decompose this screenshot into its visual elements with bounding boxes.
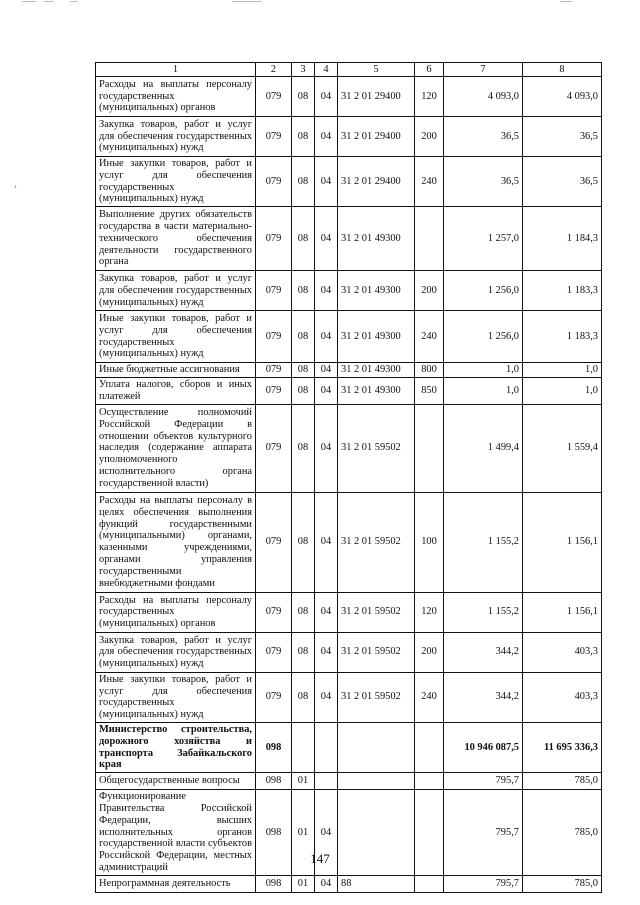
table-row	[96, 271, 602, 311]
amount-second-year: 11 695 336,3	[523, 722, 602, 772]
row-name: Непрограммная деятельность	[96, 875, 256, 892]
ministry-code: 079	[256, 592, 292, 632]
row-name: Закупка товаров, работ и услуг для обеспечения государственных (муниципальных) нужд	[96, 117, 256, 157]
ministry-code: 079	[256, 672, 292, 722]
column-number: 5	[338, 63, 415, 77]
row-name: Осуществление полномочий Российской Федерации в отношении объектов культурного наследия (содержание аппарата уполномоченного исполнительного органа государственной власти)	[96, 404, 256, 492]
section-code: 08	[292, 77, 315, 117]
row-name: Расходы на выплаты персоналу государственных (муниципальных) органов	[96, 77, 256, 117]
row-name: Расходы на выплаты персоналу в целях обеспечения выполнения функций государственными (муниципальными) органами, казенными учреждениями, органами управления государственными внебюджетными фондами	[96, 492, 256, 592]
subsection-code: 04	[315, 672, 338, 722]
section-code: 08	[292, 378, 315, 405]
ministry-code: 079	[256, 311, 292, 363]
budget-table	[95, 62, 602, 893]
amount-second-year: 1,0	[523, 363, 602, 378]
ministry-code: 098	[256, 722, 292, 772]
amount-second-year: 1 183,3	[523, 311, 602, 363]
amount-second-year: 785,0	[523, 790, 602, 876]
row-name: Иные бюджетные ассигнования	[96, 363, 256, 378]
ministry-code: 079	[256, 378, 292, 405]
amount-second-year: 36,5	[523, 157, 602, 207]
target-article-code: 31 2 01 49300	[338, 207, 415, 271]
expense-type-code	[415, 773, 444, 790]
target-article-code: 31 2 01 59502	[338, 632, 415, 672]
ministry-code: 098	[256, 773, 292, 790]
amount-first-year: 1 256,0	[444, 271, 523, 311]
row-name: Иные закупки товаров, работ и услуг для обеспечения государственных (муниципальных) нужд	[96, 311, 256, 363]
amount-second-year: 1 156,1	[523, 492, 602, 592]
subsection-code	[315, 722, 338, 772]
row-name: Выполнение других обязательств государства в части материально-технического обеспечения деятельности государственного органа	[96, 207, 256, 271]
table-row	[96, 311, 602, 363]
table-row	[96, 207, 602, 271]
section-code: 08	[292, 311, 315, 363]
section-code: 01	[292, 875, 315, 892]
expense-type-code	[415, 404, 444, 492]
expense-type-code: 100	[415, 492, 444, 592]
amount-first-year: 36,5	[444, 157, 523, 207]
table-row	[96, 363, 602, 378]
table-row	[96, 157, 602, 207]
target-article-code: 31 2 01 59502	[338, 672, 415, 722]
amount-first-year: 1 256,0	[444, 311, 523, 363]
table-row	[96, 592, 602, 632]
row-name: Иные закупки товаров, работ и услуг для обеспечения государственных (муниципальных) нужд	[96, 157, 256, 207]
expense-type-code	[415, 875, 444, 892]
table-row	[96, 773, 602, 790]
amount-second-year: 4 093,0	[523, 77, 602, 117]
column-number: 8	[523, 63, 602, 77]
target-article-code: 31 2 01 49300	[338, 311, 415, 363]
amount-second-year: 785,0	[523, 773, 602, 790]
expense-type-code: 120	[415, 77, 444, 117]
ministry-code: 079	[256, 404, 292, 492]
section-code: 08	[292, 157, 315, 207]
amount-second-year: 1,0	[523, 378, 602, 405]
amount-second-year: 403,3	[523, 672, 602, 722]
subsection-code	[315, 773, 338, 790]
table-row	[96, 77, 602, 117]
section-code: 01	[292, 790, 315, 876]
section-code: 08	[292, 363, 315, 378]
expense-type-code: 200	[415, 271, 444, 311]
subsection-code: 04	[315, 404, 338, 492]
section-code: 08	[292, 632, 315, 672]
subsection-code: 04	[315, 363, 338, 378]
row-name: Уплата налогов, сборов и иных платежей	[96, 378, 256, 405]
table-row	[96, 492, 602, 592]
section-code	[292, 722, 315, 772]
table-row	[96, 672, 602, 722]
subsection-code: 04	[315, 271, 338, 311]
subsection-code: 04	[315, 492, 338, 592]
target-article-code	[338, 722, 415, 772]
expense-type-code: 120	[415, 592, 444, 632]
subsection-code: 04	[315, 790, 338, 876]
amount-second-year: 1 559,4	[523, 404, 602, 492]
amount-first-year: 1 499,4	[444, 404, 523, 492]
subsection-code: 04	[315, 311, 338, 363]
target-article-code: 31 2 01 49300	[338, 378, 415, 405]
section-code: 08	[292, 492, 315, 592]
column-number-row	[96, 63, 602, 77]
ministry-code: 079	[256, 117, 292, 157]
column-number: 2	[256, 63, 292, 77]
row-name: Закупка товаров, работ и услуг для обеспечения государственных (муниципальных) нужд	[96, 271, 256, 311]
target-article-code: 31 2 01 29400	[338, 117, 415, 157]
subsection-code: 04	[315, 77, 338, 117]
amount-second-year: 403,3	[523, 632, 602, 672]
amount-first-year: 344,2	[444, 672, 523, 722]
subsection-code: 04	[315, 875, 338, 892]
subsection-code: 04	[315, 632, 338, 672]
expense-type-code: 240	[415, 311, 444, 363]
target-article-code: 31 2 01 29400	[338, 77, 415, 117]
table-row	[96, 378, 602, 405]
target-article-code: 31 2 01 49300	[338, 363, 415, 378]
section-code: 08	[292, 672, 315, 722]
table-row	[96, 117, 602, 157]
ministry-code: 079	[256, 632, 292, 672]
table-row	[96, 632, 602, 672]
expense-type-code: 800	[415, 363, 444, 378]
target-article-code: 88	[338, 875, 415, 892]
margin-mark: ‹	[14, 181, 17, 191]
column-number: 7	[444, 63, 523, 77]
amount-first-year: 795,7	[444, 790, 523, 876]
ministry-code: 079	[256, 492, 292, 592]
page-number: 147	[310, 851, 330, 866]
expense-type-code	[415, 207, 444, 271]
amount-first-year: 1,0	[444, 363, 523, 378]
column-number: 1	[96, 63, 256, 77]
row-name: Общегосударственные вопросы	[96, 773, 256, 790]
scan-top-edge-marks	[0, 0, 640, 4]
column-number: 3	[292, 63, 315, 77]
target-article-code: 31 2 01 29400	[338, 157, 415, 207]
target-article-code: 31 2 01 59502	[338, 492, 415, 592]
ministry-code: 079	[256, 271, 292, 311]
amount-first-year: 1 155,2	[444, 592, 523, 632]
row-name: Расходы на выплаты персоналу государственных (муниципальных) органов	[96, 592, 256, 632]
column-number: 4	[315, 63, 338, 77]
amount-first-year: 36,5	[444, 117, 523, 157]
table-row	[96, 875, 602, 892]
subsection-code: 04	[315, 157, 338, 207]
section-code: 08	[292, 207, 315, 271]
ministry-code: 079	[256, 77, 292, 117]
row-name: Функционирование Правительства Российской Федерации, высших исполнительных органов государственной власти субъектов Российской Федерации, местных администраций	[96, 790, 256, 876]
expense-type-code	[415, 722, 444, 772]
ministry-code: 098	[256, 875, 292, 892]
ministry-code: 098	[256, 790, 292, 876]
section-code: 08	[292, 404, 315, 492]
amount-first-year: 795,7	[444, 773, 523, 790]
amount-first-year: 1 155,2	[444, 492, 523, 592]
target-article-code	[338, 773, 415, 790]
table-row	[96, 722, 602, 772]
section-code: 01	[292, 773, 315, 790]
expense-type-code: 200	[415, 632, 444, 672]
expense-type-code: 200	[415, 117, 444, 157]
target-article-code: 31 2 01 59502	[338, 404, 415, 492]
amount-first-year: 4 093,0	[444, 77, 523, 117]
section-code: 08	[292, 271, 315, 311]
amount-second-year: 36,5	[523, 117, 602, 157]
table-row	[96, 404, 602, 492]
row-name: Иные закупки товаров, работ и услуг для обеспечения государственных (муниципальных) нужд	[96, 672, 256, 722]
amount-second-year: 785,0	[523, 875, 602, 892]
subsection-code: 04	[315, 378, 338, 405]
subsection-code: 04	[315, 207, 338, 271]
section-code: 08	[292, 117, 315, 157]
row-name: Министерство строительства, дорожного хозяйства и транспорта Забайкальского края	[96, 722, 256, 772]
amount-second-year: 1 156,1	[523, 592, 602, 632]
expense-type-code: 240	[415, 672, 444, 722]
ministry-code: 079	[256, 363, 292, 378]
column-number: 6	[415, 63, 444, 77]
amount-first-year: 1,0	[444, 378, 523, 405]
amount-first-year: 795,7	[444, 875, 523, 892]
row-name: Закупка товаров, работ и услуг для обеспечения государственных (муниципальных) нужд	[96, 632, 256, 672]
ministry-code: 079	[256, 157, 292, 207]
amount-first-year: 10 946 087,5	[444, 722, 523, 772]
expense-type-code: 240	[415, 157, 444, 207]
amount-first-year: 344,2	[444, 632, 523, 672]
section-code: 08	[292, 592, 315, 632]
target-article-code: 31 2 01 49300	[338, 271, 415, 311]
expense-type-code: 850	[415, 378, 444, 405]
ministry-code: 079	[256, 207, 292, 271]
subsection-code: 04	[315, 592, 338, 632]
amount-first-year: 1 257,0	[444, 207, 523, 271]
amount-second-year: 1 184,3	[523, 207, 602, 271]
amount-second-year: 1 183,3	[523, 271, 602, 311]
target-article-code: 31 2 01 59502	[338, 592, 415, 632]
subsection-code: 04	[315, 117, 338, 157]
